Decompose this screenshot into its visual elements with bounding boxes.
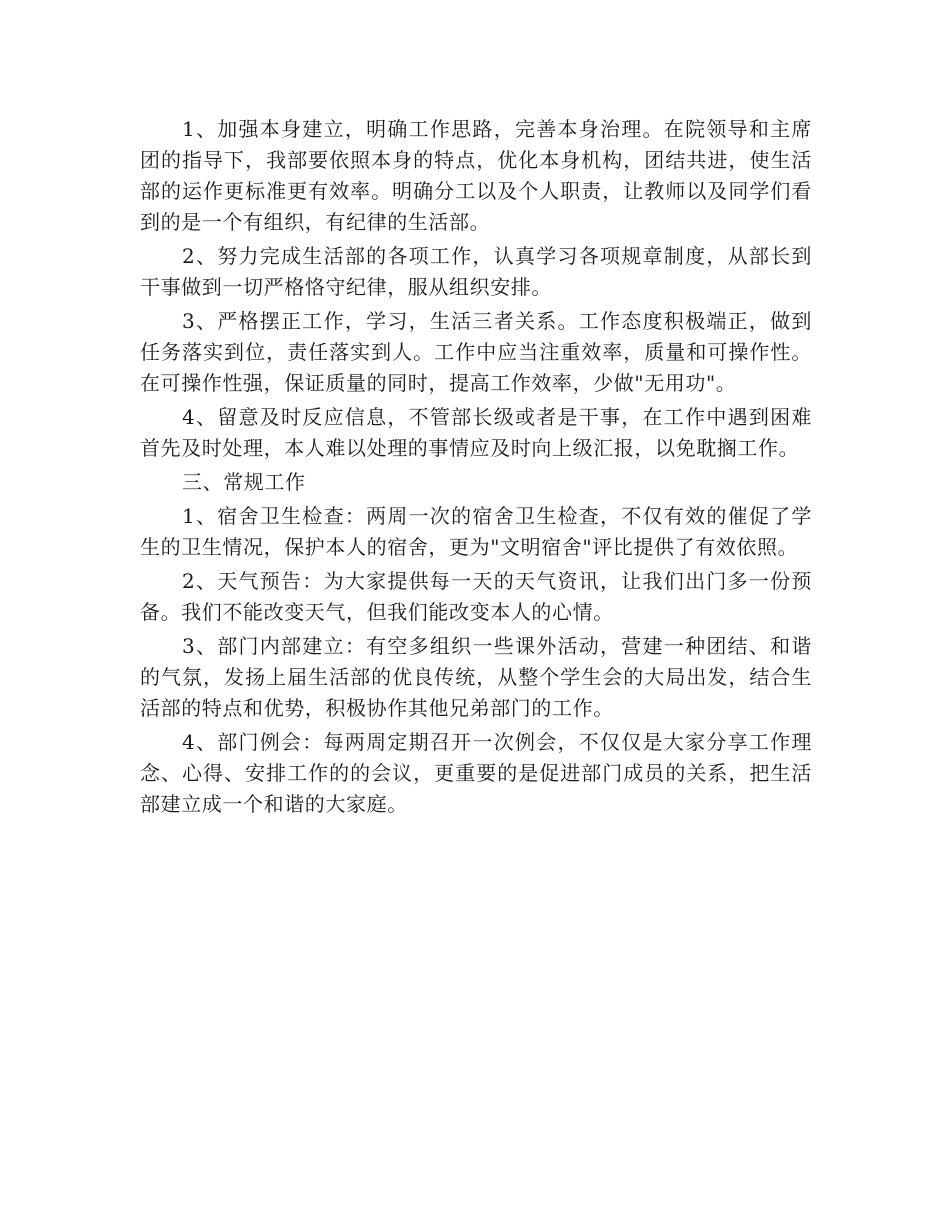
paragraph-weather-forecast: 2、天气预告：为大家提供每一天的天气资讯，让我们出门多一份预备。我们不能改变天气，但我们能改变本人的心情。 [140, 569, 812, 624]
paragraph-department-meeting: 4、部门例会：每两周定期召开一次例会，不仅仅是大家分享工作理念、心得、安排工作的的会议，更重要的是促进部门成员的关系，把生活部建立成一个和谐的大家庭。 [140, 730, 812, 816]
section-heading-routine-work: 三、常规工作 [182, 470, 306, 494]
paragraph-work-study-life: 3、严格摆正工作，学习，生活三者关系。工作态度积极端正，做到任务落实到位，责任落实到人。工作中应当注重效率，质量和可操作性。在可操作性强，保证质量的同时，提高工作效率，少做"无用功"。 [140, 309, 812, 395]
paragraph-feedback-info: 4、留意及时反应信息，不管部长级或者是干事，在工作中遇到困难首先及时处理，本人难以处理的事情应及时向上级汇报，以免耽搁工作。 [140, 405, 812, 460]
document-body [140, 114, 812, 823]
paragraph-strengthen-construction: 1、加强本身建立，明确工作思路，完善本身治理。在院领导和主席团的指导下，我部要依照本身的特点，优化本身机构，团结共进，使生活部的运作更标准更有效率。明确分工以及个人职责，让教师以及同学们看到的是一个有组织，有纪律的生活部。 [140, 117, 812, 234]
paragraph-dorm-inspection: 1、宿舍卫生检查：两周一次的宿舍卫生检查，不仅有效的催促了学生的卫生情况，保护本人的宿舍，更为"文明宿舍"评比提供了有效依照。 [140, 504, 812, 559]
paragraph-internal-building: 3、部门内部建立：有空多组织一些课外活动，营建一种团结、和谐的气氛，发扬上届生活部的优良传统，从整个学生会的大局出发，结合生活部的特点和优势，积极协作其他兄弟部门的工作。 [140, 634, 812, 720]
paragraph-complete-work: 2、努力完成生活部的各项工作，认真学习各项规章制度，从部长到干事做到一切严格恪守纪律，服从组织安排。 [140, 244, 812, 299]
